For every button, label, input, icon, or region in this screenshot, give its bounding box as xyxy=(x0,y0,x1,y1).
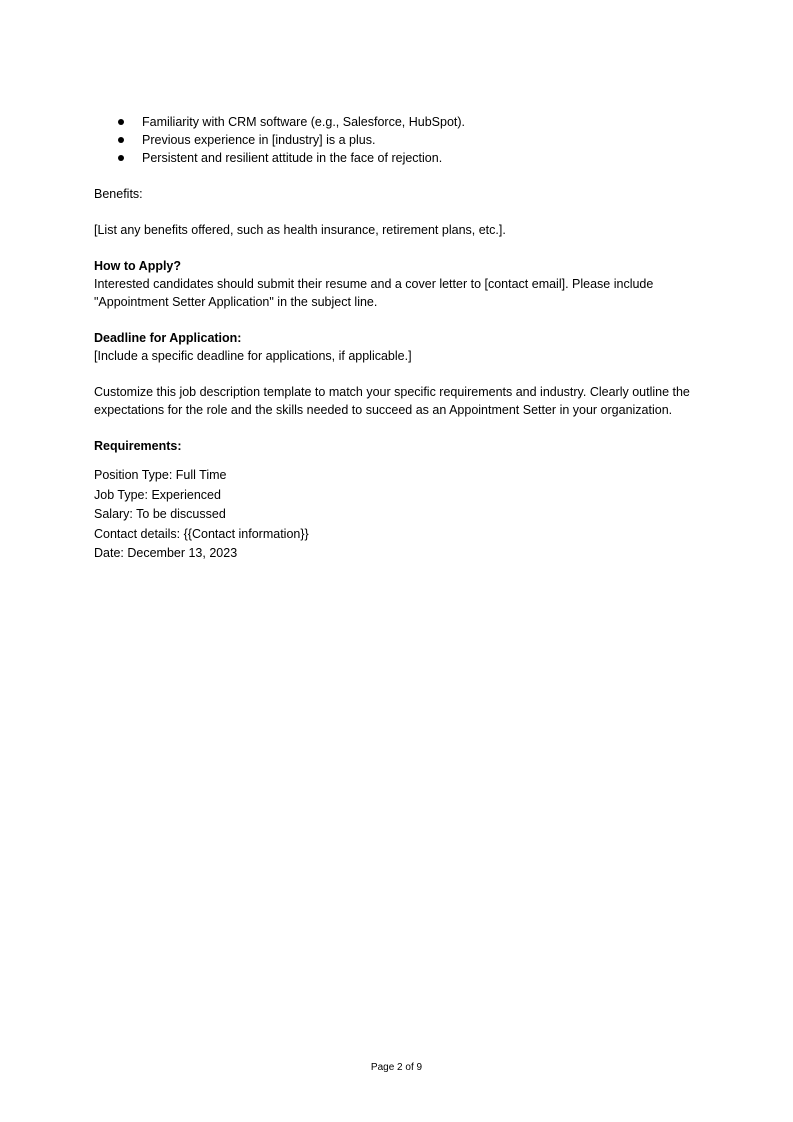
requirement-line: Date: December 13, 2023 xyxy=(94,546,238,560)
bullet-icon xyxy=(118,155,124,161)
requirements-heading: Requirements: xyxy=(94,439,182,453)
list-item xyxy=(94,113,704,131)
how-to-apply-heading: How to Apply? xyxy=(94,259,182,273)
requirement-line: Salary: To be discussed xyxy=(94,507,226,521)
page-footer xyxy=(0,1061,793,1075)
list-item xyxy=(94,131,704,149)
requirement-line: Position Type: Full Time xyxy=(94,468,227,482)
requirement-line: Contact details: {{Contact information}} xyxy=(94,526,309,541)
benefits-heading: Benefits: xyxy=(94,187,143,201)
requirement-line: Job Type: Experienced xyxy=(94,487,221,502)
list-item-text: Previous experience in [industry] is a plus. xyxy=(142,133,376,147)
list-item-text: Familiarity with CRM software (e.g., Salesforce, HubSpot). xyxy=(142,115,466,129)
how-to-apply-text: Interested candidates should submit their resume and a cover letter to [contact email]. Please include "Appointment Setter Application" in the subject line. xyxy=(94,277,654,309)
list-item xyxy=(94,149,704,167)
customize-text: Customize this job description template to match your specific requirements and industry. Clearly outline the expectations for the role and the skills needed to succeed as an Appointment Setter in your organization. xyxy=(94,385,690,417)
bullet-icon xyxy=(118,119,124,125)
page-content xyxy=(94,113,704,564)
page-number: Page 2 of 9 xyxy=(370,1062,423,1073)
deadline-heading: Deadline for Application: xyxy=(94,331,242,345)
bullet-icon xyxy=(118,137,124,143)
qualifications-list xyxy=(94,113,704,167)
benefits-text: [List any benefits offered, such as health insurance, retirement plans, etc.]. xyxy=(94,223,506,237)
list-item-text: Persistent and resilient attitude in the face of rejection. xyxy=(142,151,443,165)
deadline-text: [Include a specific deadline for applications, if applicable.] xyxy=(94,349,412,363)
